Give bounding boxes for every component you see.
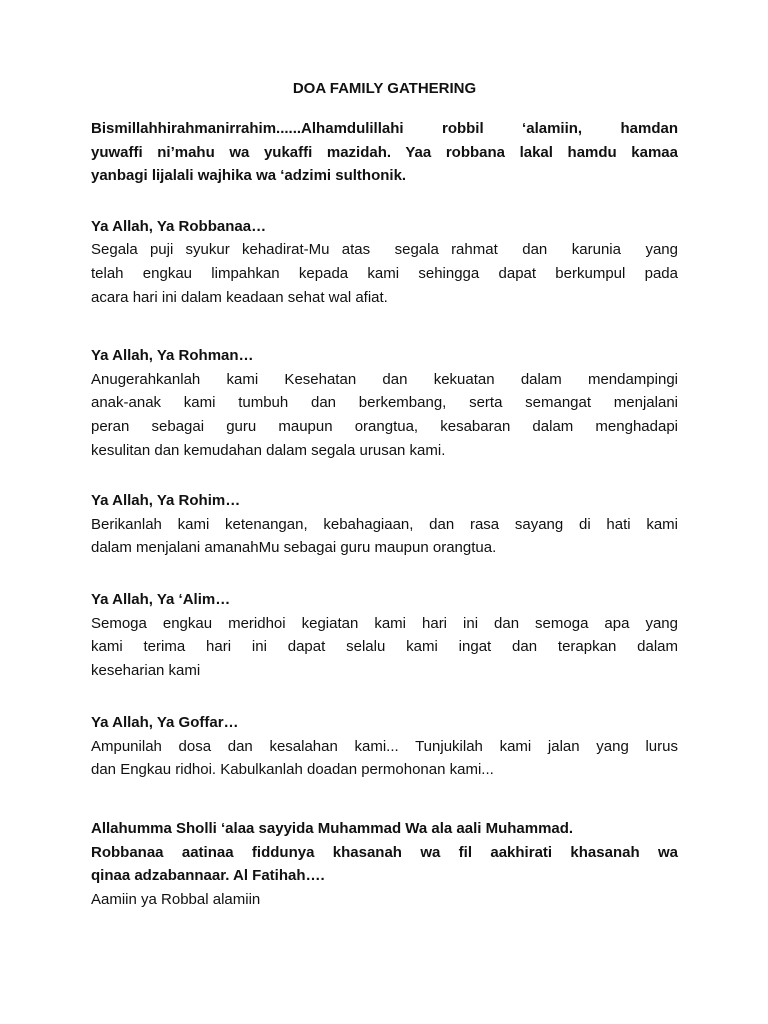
closing-amen-line: Aamiin ya Robbal alamiin [91, 890, 261, 908]
section-heading: Ya Allah, Ya Robbanaa… [91, 217, 267, 235]
section-line: dalam menjalani amanahMu sebagai guru maupun orangtua. [91, 539, 497, 557]
section-line: dan Engkau ridhoi. Kabulkanlah doadan permohonan kami... [91, 761, 494, 779]
section-line: Ampunilah dosa dan kesalahan kami... Tunjukilah kami jalan yang lurus [91, 737, 678, 755]
opening-line: yanbagi lijalali wajhika wa ‘adzimi sulthonik. [91, 167, 407, 185]
closing-paragraph [91, 817, 678, 911]
section-line: keseharian kami [91, 661, 201, 679]
closing-line: qinaa adzabannaar. Al Fatihah…. [91, 867, 325, 885]
section-line: Anugerahkanlah kami Kesehatan dan kekuatan dalam mendampingi [91, 370, 678, 388]
section-line: Berikanlah kami ketenangan, kebahagiaan, dan rasa sayang di hati kami [91, 515, 678, 533]
section-line: anak-anak kami tumbuh dan berkembang, serta semangat menjalani [91, 394, 678, 412]
opening-line: Bismillahhirahmanirrahim......Alhamdulillahi robbil ‘alamiin, hamdan [91, 120, 678, 137]
section-line: Semoga engkau meridhoi kegiatan kami hari ini dan semoga apa yang [91, 614, 678, 632]
section-heading: Ya Allah, Ya Rohman… [91, 347, 254, 365]
prayer-section-rohim [91, 489, 678, 560]
section-line: acara hari ini dalam keadaan sehat wal afiat. [91, 288, 388, 306]
opening-line: yuwaffi ni’mahu wa yukaffi mazidah. Yaa robbana lakal hamdu kamaa [91, 143, 678, 161]
prayer-section-goffar [91, 711, 678, 782]
section-line: kami terima hari ini dapat selalu kami ingat dan terapkan dalam [91, 638, 678, 656]
section-line: peran sebagai guru maupun orangtua, kesabaran dalam menghadapi [91, 417, 678, 435]
opening-paragraph [91, 117, 678, 188]
closing-line: Robbanaa aatinaa fiddunya khasanah wa fil aakhirati khasanah wa [91, 843, 678, 861]
prayer-section-robbanaa [91, 215, 678, 309]
section-line: kesulitan dan kemudahan dalam segala urusan kami. [91, 441, 446, 459]
section-heading: Ya Allah, Ya Rohim… [91, 492, 241, 510]
closing-line: Allahumma Sholli ‘alaa sayyida Muhammad Wa ala aali Muhammad. [91, 820, 574, 838]
section-heading: Ya Allah, Ya ‘Alim… [91, 590, 231, 608]
document-title: DOA FAMILY GATHERING [292, 80, 477, 97]
prayer-section-alim [91, 588, 678, 682]
section-line: Segala puji syukur kehadirat-Mu atas segala rahmat dan karunia yang [91, 241, 678, 259]
section-line: telah engkau limpahkan kepada kami sehingga dapat berkumpul pada [91, 264, 678, 282]
document-page [91, 78, 678, 911]
section-heading: Ya Allah, Ya Goffar… [91, 714, 239, 732]
prayer-section-rohman [91, 344, 678, 462]
